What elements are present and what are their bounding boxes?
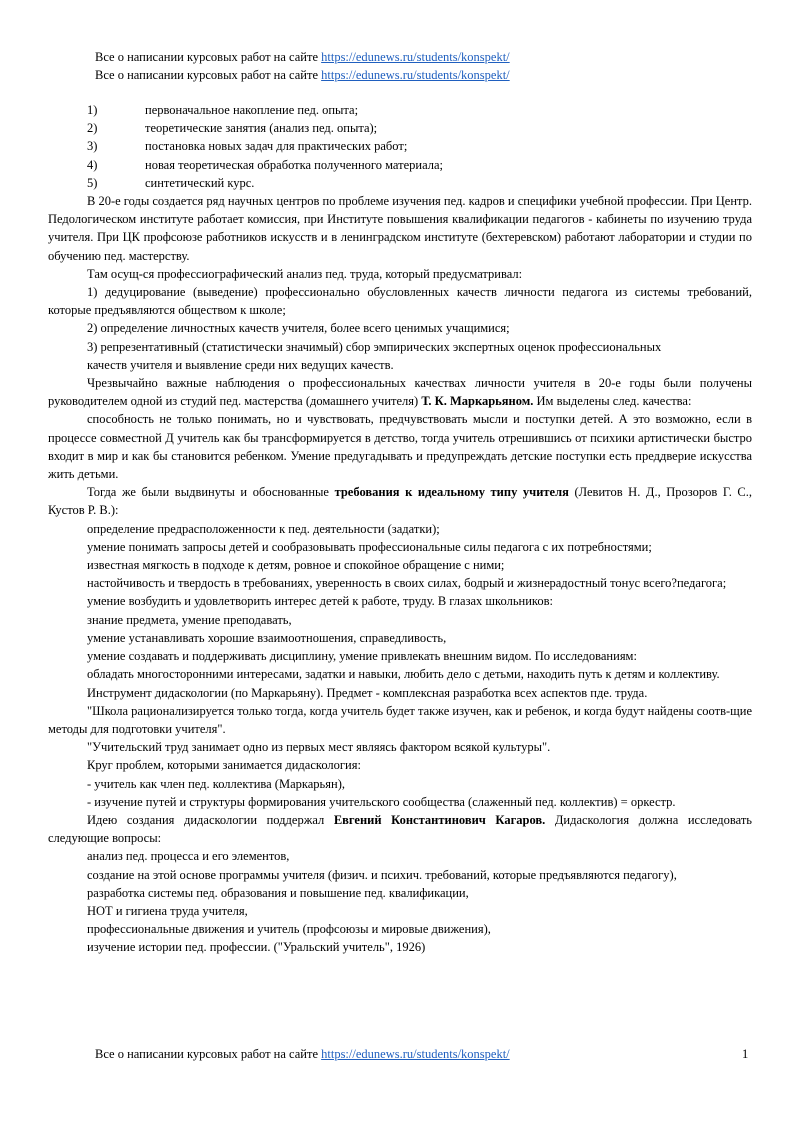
- footer: [95, 1046, 510, 1063]
- list-text: синтетический курс.: [145, 175, 255, 190]
- paragraph: 3) репрезентативный (статистически значимый) сбор эмпирических экспертных оценок профессиональных: [87, 339, 662, 354]
- paragraph-text: Тогда же были выдвинуты и обоснованные: [87, 485, 335, 500]
- list-number: 1): [87, 103, 98, 117]
- paragraph: умение понимать запросы детей и сообразовывать профессиональные силы педагога с их потребностями;: [87, 539, 652, 554]
- paragraph: умение создавать и поддерживать дисциплину, умение привлекать внешним видом. По исследованиям:: [87, 649, 637, 664]
- paragraph: умение возбудить и удовлетворить интерес детей к работе, труду. В глазах школьников:: [87, 594, 553, 609]
- header-link[interactable]: https://edunews.ru/students/konspekt/: [321, 50, 510, 64]
- list-item: [48, 156, 752, 174]
- paragraph: анализ пед. процесса и его элементов,: [87, 849, 290, 864]
- paragraph: В 20-е годы создается ряд научных центров по проблеме изучения пед. кадров и специфики учебной профессии. При Центр. Педологическом институте работает комиссия, при Институте повышения квалификации педагогов - кабинеты по изучению труда учителя. При ЦК профсоюзе работников искусств и в ленинградском институте (бехтеревском) работают лаборатории и студии по обучению пед. мастерству.: [48, 194, 752, 263]
- footer-link[interactable]: https://edunews.ru/students/konspekt/: [321, 1047, 510, 1061]
- paragraph: "Учительский труд занимает одно из первых мест являясь фактором всякой культуры".: [87, 740, 551, 755]
- header-text: Все о написании курсовых работ на сайте: [95, 68, 322, 82]
- paragraph: качеств учителя и выявление среди них ведущих качеств.: [87, 357, 394, 372]
- list-item: [48, 101, 752, 119]
- paragraph: - учитель как член пед. коллектива (Маркарьян),: [87, 776, 345, 791]
- list-number: 4): [87, 157, 98, 172]
- header-line-1: [95, 49, 510, 66]
- paragraph: [48, 374, 752, 410]
- paragraph: Круг проблем, которыми занимается дидаскология:: [87, 758, 361, 773]
- paragraph: 1) дедуцирование (выведение) профессионально обусловленных качеств личности педагога из системы требований, которые предъявляются обществом к школе;: [48, 285, 752, 318]
- paragraph-text: (Левитов Н. Д., Прозоров Г. С., Кустов Р. В.):: [48, 485, 753, 518]
- list-text: теоретические занятия (анализ пед. опыта);: [145, 121, 378, 136]
- list-item: [48, 119, 752, 137]
- paragraph-text: Дидаскология должна исследовать следующие вопросы:: [48, 812, 752, 846]
- paragraph: "Школа рационализируется только тогда, когда учитель будет также изучен, как и ребенок, и когда будут найдены соотв-щие методы для подготовки учителя".: [48, 703, 752, 736]
- list-item: [48, 174, 752, 192]
- paragraph: 2) определение личностных качеств учителя, более всего ценимых учащимися;: [87, 321, 510, 336]
- author-name: Евгений Константинович Кагаров.: [333, 812, 546, 827]
- paragraph-text: Идею создания дидаскологии поддержал: [87, 812, 334, 827]
- paragraph: профессиональные движения и учитель (профсоюзы и мировые движения),: [87, 922, 491, 937]
- paragraph: Инструмент дидаскологии (по Маркарьяну). Предмет - комплексная разработка всех аспектов пде. труда.: [87, 685, 648, 700]
- paragraph: НОТ и гигиена труда учителя,: [87, 903, 248, 918]
- paragraph: определение предрасположенности к пед. деятельности (задатки);: [87, 521, 440, 536]
- paragraph: способность не только понимать, но и чувствовать, предчувствовать мысли и поступки детей. А это возможно, если в процессе совместной Д учитель как бы трансформируется в детство, тогда учитель отрешившись от психики артистически быстро входит в мир и как бы становится ребенком. Умение предугадывать и предупреждать детские поступки есть преддверие искусства жить детьми.: [48, 412, 752, 482]
- list-number: 5): [87, 175, 98, 190]
- header-line-2: [95, 67, 510, 84]
- footer-text: Все о написании курсовых работ на сайте: [95, 1047, 322, 1061]
- paragraph: изучение истории пед. профессии. ("Уральский учитель", 1926): [87, 940, 426, 955]
- list-text: первоначальное накопление пед. опыта;: [145, 103, 359, 117]
- paragraph: создание на этой основе программы учителя (физич. и психич. требований, которые предъявляются педагогу),: [87, 867, 677, 882]
- paragraph: обладать многосторонними интересами, задатки и навыки, любить дело с детьми, находить путь к детям и коллективу.: [87, 667, 720, 682]
- paragraph: Там осущ-ся профессиографический анализ пед. труда, который предусматривал:: [87, 266, 523, 281]
- paragraph: [48, 811, 752, 847]
- paragraph: [48, 483, 752, 519]
- list-text: постановка новых задач для практических работ;: [145, 139, 408, 154]
- paragraph: известная мягкость в подходе к детям, ровное и спокойное обращение с ними;: [87, 558, 505, 573]
- list-number: 2): [87, 121, 98, 136]
- author-name: Т. К. Маркарьяном.: [421, 394, 534, 409]
- header-text: Все о написании курсовых работ на сайте: [95, 50, 322, 64]
- paragraph: знание предмета, умение преподавать,: [87, 612, 292, 627]
- page-number: 1: [742, 1047, 749, 1061]
- paragraph: умение устанавливать хорошие взаимоотношения, справедливость,: [87, 630, 447, 645]
- list-item: [48, 137, 752, 155]
- document-body: [48, 101, 752, 957]
- list-number: 3): [87, 139, 98, 154]
- list-text: новая теоретическая обработка полученного материала;: [145, 157, 444, 172]
- paragraph: настойчивость и твердость в требованиях, уверенность в своих силах, бодрый и жизнерадостный тонус всего?педагога;: [87, 576, 727, 591]
- paragraph-text: Чрезвычайно важные наблюдения о профессиональных качествах личности учителя в 20-е годы были получены руководителем одной из студий пед. мастерства (домашнего учителя): [48, 376, 752, 409]
- paragraph: разработка системы пед. образования и повышение пед. квалификации,: [87, 885, 469, 900]
- paragraph: - изучение путей и структуры формирования учительского сообщества (слаженный пед. коллектив) = оркестр.: [87, 794, 676, 809]
- paragraph-text: Им выделены след. качества:: [533, 394, 692, 409]
- header-link[interactable]: https://edunews.ru/students/konspekt/: [321, 68, 510, 82]
- bold-term: требования к идеальному типу учителя: [334, 485, 569, 500]
